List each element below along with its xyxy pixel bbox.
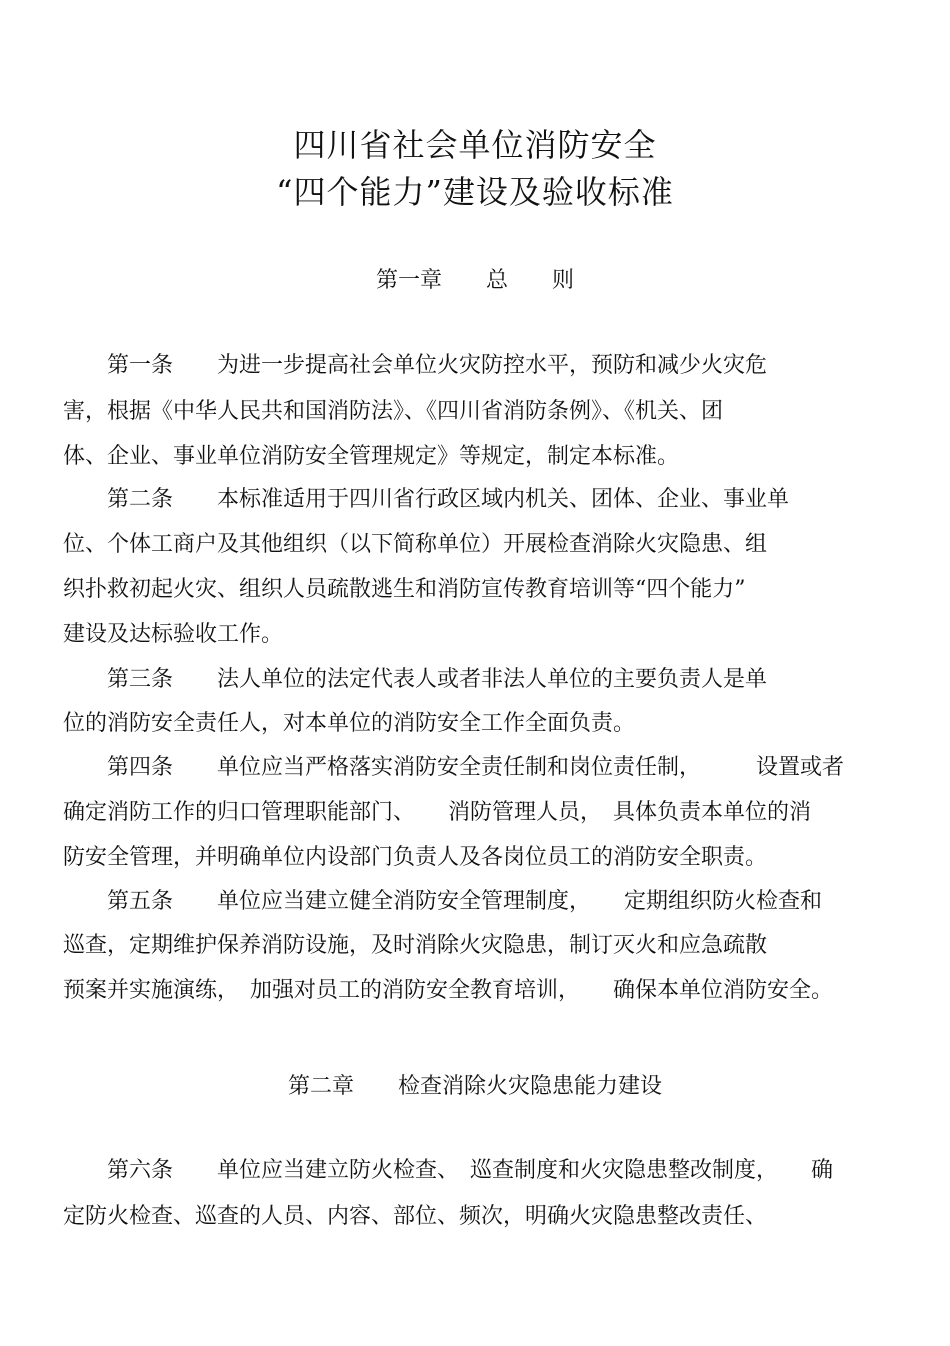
paragraph-line: 第五条 单位应当建立健全消防安全管理制度， 定期组织防火检查和 (63, 889, 823, 914)
paragraph-line: 定防火检查、巡查的人员、内容、部位、频次，明确火灾隐患整改责任、 (63, 1204, 768, 1229)
paragraph-line: 第六条 单位应当建立防火检查、 巡查制度和火灾隐患整改制度， 确 (63, 1158, 834, 1183)
paragraph-line: 预案并实施演练， 加强对员工的消防安全教育培训， 确保本单位消防安全。 (63, 978, 834, 1003)
paragraph-line: 害，根据《中华人民共和国消防法》、《四川省消防条例》、《机关、团 (63, 399, 724, 424)
paragraph-line: 第三条 法人单位的法定代表人或者非法人单位的主要负责人是单 (63, 667, 768, 692)
paragraph-line: 第一条 为进一步提高社会单位火灾防控水平，预防和减少火灾危 (63, 353, 768, 378)
paragraph-line: 巡查，定期维护保养消防设施，及时消除火灾隐患，制订灭火和应急疏散 (63, 933, 768, 958)
chapter-2-heading: 第二章 检查消除火灾隐患能力建设 (287, 1074, 662, 1099)
paragraph-line: 织扑救初起火灾、组织人员疏散逃生和消防宣传教育培训等“四个能力” (63, 577, 746, 602)
chapter-1-heading: 第一章 总 则 (375, 268, 574, 293)
paragraph-line: 第二条 本标准适用于四川省行政区域内机关、团体、企业、事业单 (63, 487, 790, 512)
paragraph-line: 体、企业、事业单位消防安全管理规定》等规定，制定本标准。 (63, 444, 680, 469)
paragraph-line: 第四条 单位应当严格落实消防安全责任制和岗位责任制， 设置或者 (63, 755, 845, 780)
document-title-line-2: “四个能力”建设及验收标准 (276, 173, 674, 211)
paragraph-line: 建设及达标验收工作。 (63, 622, 284, 647)
paragraph-line: 确定消防工作的归口管理职能部门、 消防管理人员， 具体负责本单位的消 (63, 800, 812, 825)
paragraph-line: 位、个体工商户及其他组织（以下简称单位）开展检查消除火灾隐患、组 (63, 532, 768, 557)
paragraph-line: 位的消防安全责任人，对本单位的消防安全工作全面负责。 (63, 711, 636, 736)
paragraph-line: 防安全管理，并明确单位内设部门负责人及各岗位员工的消防安全职责。 (63, 845, 768, 870)
document-title-line-1: 四川省社会单位消防安全 (293, 126, 657, 164)
